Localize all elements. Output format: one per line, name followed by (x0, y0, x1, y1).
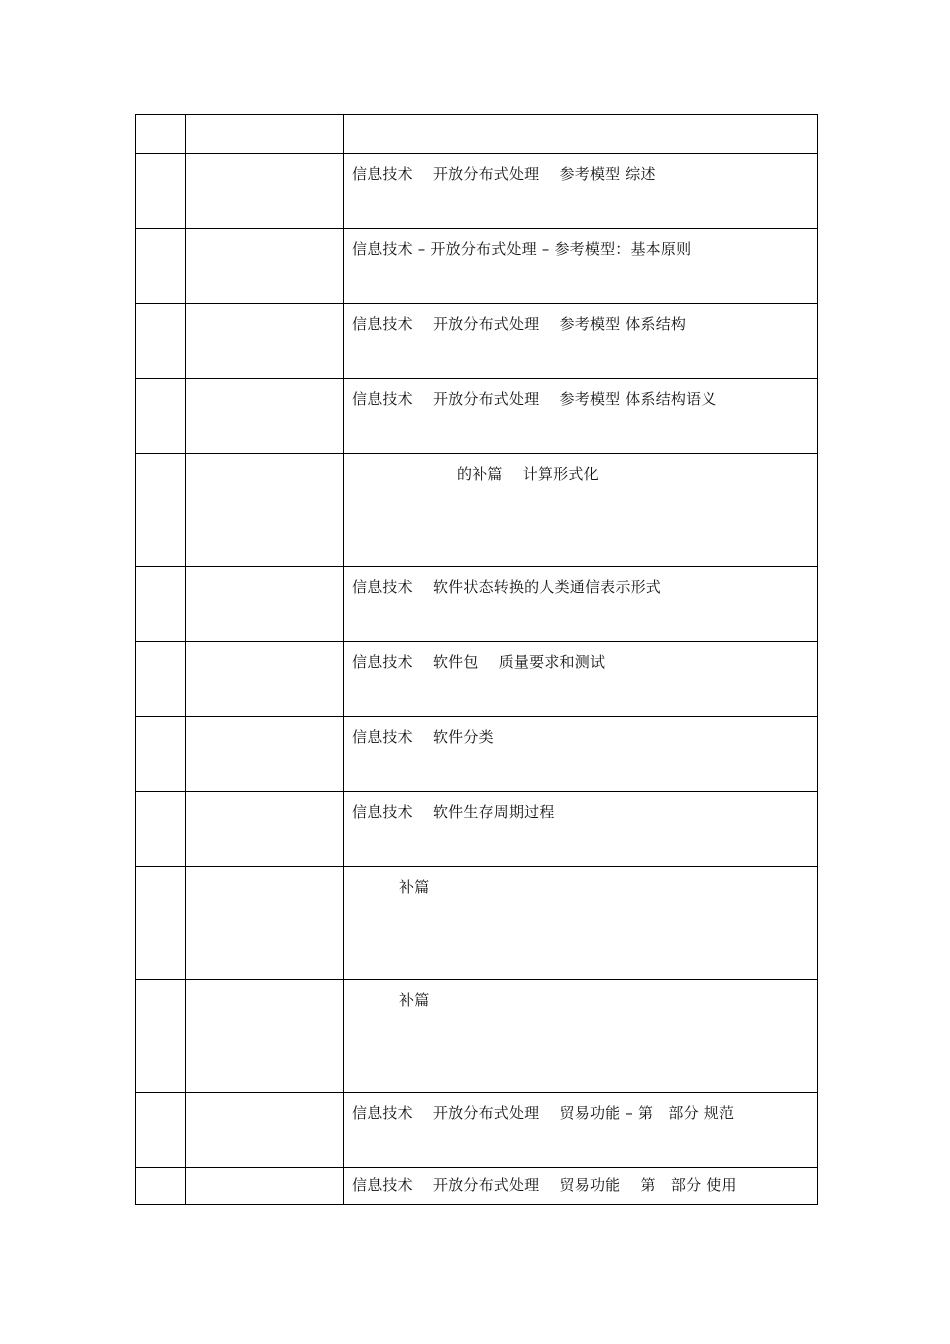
table-row (136, 115, 818, 154)
code-cell (186, 567, 344, 642)
title-cell (344, 229, 818, 304)
number-cell (136, 1093, 186, 1168)
title-text: 补篇 (399, 991, 430, 1009)
number-cell (136, 1168, 186, 1205)
title-text: 信息技术 开放分布式处理 贸易功能 – 第 部分 规范 (352, 1104, 735, 1122)
table-row (136, 717, 818, 792)
code-cell (186, 717, 344, 792)
title-text: 信息技术 开放分布式处理 贸易功能 第 部分 使用 (352, 1176, 737, 1194)
title-cell (344, 154, 818, 229)
title-cell (344, 980, 818, 1093)
table-row (136, 792, 818, 867)
code-cell (186, 115, 344, 154)
title-text: 信息技术 软件分类 (352, 728, 494, 746)
table-row (136, 154, 818, 229)
number-cell (136, 454, 186, 567)
number-cell (136, 154, 186, 229)
title-text (344, 115, 817, 125)
title-text: 信息技术 软件生存周期过程 (352, 803, 555, 821)
title-cell (344, 642, 818, 717)
code-cell (186, 1093, 344, 1168)
table-row (136, 304, 818, 379)
number-cell (136, 379, 186, 454)
code-cell (186, 792, 344, 867)
title-cell (344, 867, 818, 980)
table-row (136, 379, 818, 454)
title-text: 信息技术 软件状态转换的人类通信表示形式 (352, 578, 661, 596)
code-cell (186, 379, 344, 454)
table-row (136, 454, 818, 567)
title-cell (344, 454, 818, 567)
title-text: 信息技术 – 开放分布式处理 – 参考模型：基本原则 (352, 240, 692, 258)
title-cell (344, 379, 818, 454)
title-cell (344, 1168, 818, 1205)
code-cell (186, 642, 344, 717)
table-row (136, 642, 818, 717)
code-cell (186, 154, 344, 229)
code-cell (186, 304, 344, 379)
code-cell (186, 229, 344, 304)
number-cell (136, 980, 186, 1093)
number-cell (136, 717, 186, 792)
code-cell (186, 1168, 344, 1205)
number-cell (136, 229, 186, 304)
table-row (136, 980, 818, 1093)
title-cell (344, 1093, 818, 1168)
code-cell (186, 454, 344, 567)
number-cell (136, 304, 186, 379)
table-row (136, 229, 818, 304)
table-row (136, 867, 818, 980)
title-cell (344, 567, 818, 642)
number-cell (136, 567, 186, 642)
title-cell (344, 304, 818, 379)
title-text: 信息技术 开放分布式处理 参考模型 体系结构 (352, 315, 687, 333)
title-cell (344, 115, 818, 154)
title-text: 信息技术 软件包 质量要求和测试 (352, 653, 606, 671)
table-row (136, 1093, 818, 1168)
table-row (136, 1168, 818, 1205)
number-cell (136, 792, 186, 867)
number-cell (136, 115, 186, 154)
title-cell (344, 717, 818, 792)
code-cell (186, 867, 344, 980)
code-cell (186, 980, 344, 1093)
title-cell (344, 792, 818, 867)
title-text: 信息技术 开放分布式处理 参考模型 体系结构语义 (352, 390, 717, 408)
number-cell (136, 867, 186, 980)
standards-table (135, 114, 818, 1205)
title-text: 信息技术 开放分布式处理 参考模型 综述 (352, 165, 656, 183)
title-text: 补篇 (399, 878, 430, 896)
table-row (136, 567, 818, 642)
number-cell (136, 642, 186, 717)
title-text: 的补篇 计算形式化 (457, 465, 599, 483)
